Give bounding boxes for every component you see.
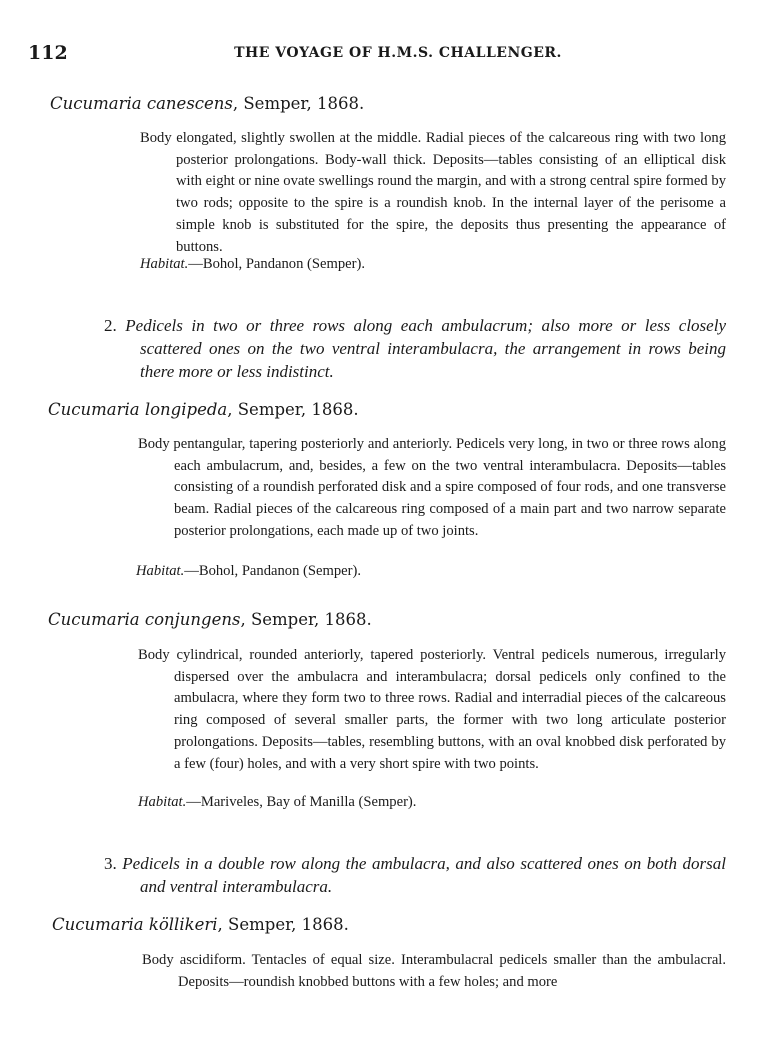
species-name: Cucumaria canescens <box>50 94 233 113</box>
species-description: Body ascidiform. Tentacles of equal size. Interambulacral pedicels smaller than the ambulacral. Deposits—roundish knobbed buttons with a few holes; and more <box>142 952 726 990</box>
species-authority: , Semper, 1868. <box>232 94 365 113</box>
species-authority: , Semper, 1868. <box>217 915 349 934</box>
species-name: Cucumaria köllikeri <box>52 915 218 934</box>
habitat-line <box>136 563 361 580</box>
section-text: Pedicels in two or three rows along each ambulacrum; also more or less closely scattered ones on the two ventral interambulacra, the arrangement in rows being there more or less indistinct. <box>125 316 726 381</box>
species-description: Body cylindrical, rounded anteriorly, tapered posteriorly. Ventral pedicels numerous, irregularly dispersed over the ambulacra and interambulacra; dorsal pedicels only confined to the ambulacra, where they form two to three rows. Radial and interradial pieces of the calcareous ring composed of several smaller parts, the former with two long articulate posterior prolongations. Deposits—tables, resembling buttons, with an oval knobbed disk perforated by a few (four) holes, and with a very short spire with two points. <box>138 647 726 772</box>
species-heading <box>52 915 349 934</box>
running-title: THE VOYAGE OF H.M.S. CHALLENGER. <box>234 45 562 61</box>
habitat-label: Habitat. <box>138 794 187 810</box>
species-description: Body pentangular, tapering posteriorly and anteriorly. Pedicels very long, in two or three rows along each ambulacrum, and, besides, a few on the two ventral interambulacra. Deposits—tables consisting of a roundish perforated disk and a spire composed of four rods, and one transverse beam. Radial pieces of the calcareous ring composed of a main part and two narrow separate posterior prolongations, each made up of two joints. <box>138 436 726 539</box>
species-name: Cucumaria conjungens <box>48 610 241 629</box>
section-number: 2. <box>104 316 117 335</box>
habitat-text: —Mariveles, Bay of Manilla (Semper). <box>186 794 417 810</box>
species-authority: , Semper, 1868. <box>240 610 372 629</box>
species-heading <box>48 400 359 419</box>
species-description: Body elongated, slightly swollen at the middle. Radial pieces of the calcareous ring with two long posterior prolongations. Body-wall thick. Deposits—tables consisting of an elliptical disk with eight or nine ovate swellings round the margin, and with a strong central spire formed by two rods; opposite to the spire is a roundish knob. In the internal layer of the perisome a simple knob is substituted for the spire, the deposits thus presenting the appearance of buttons. <box>140 130 726 255</box>
habitat-line <box>138 794 416 811</box>
page-number: 112 <box>28 42 68 64</box>
species-authority: , Semper, 1868. <box>227 400 359 419</box>
section-text: Pedicels in a double row along the ambulacra, and also scattered ones on both dorsal and ventral interambulacra. <box>122 854 726 896</box>
habitat-text: —Bohol, Pandanon (Semper). <box>184 563 361 579</box>
section-number: 3. <box>104 854 117 873</box>
habitat-label: Habitat. <box>136 563 185 579</box>
section-heading <box>104 314 726 383</box>
species-heading <box>48 610 372 629</box>
habitat-label: Habitat. <box>140 256 189 272</box>
section-heading <box>104 852 726 898</box>
species-heading <box>50 94 364 113</box>
habitat-text: —Bohol, Pandanon (Semper). <box>188 256 365 272</box>
habitat-line <box>140 256 365 273</box>
species-name: Cucumaria longipeda <box>48 400 228 419</box>
page-header <box>28 42 748 68</box>
